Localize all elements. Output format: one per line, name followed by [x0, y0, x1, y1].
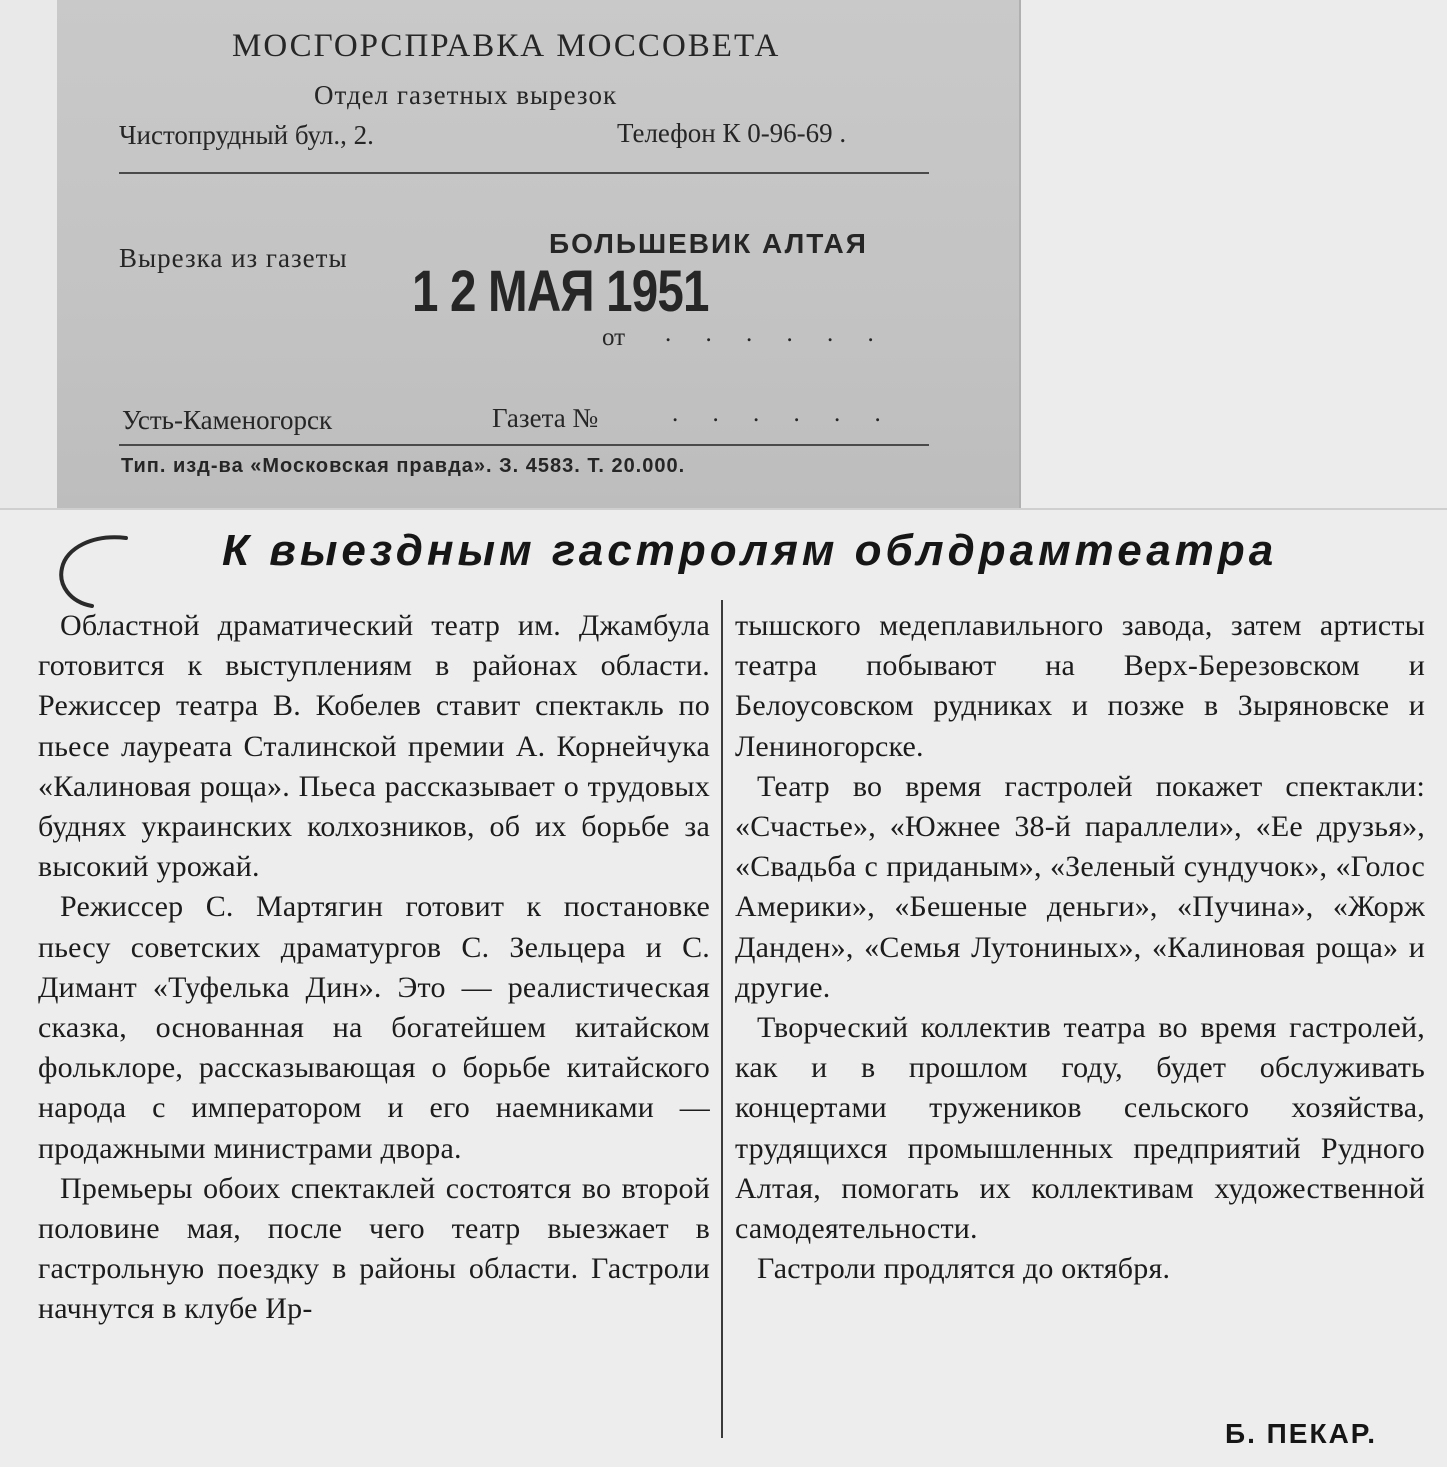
from-placeholder-dots: . . . . . . — [665, 320, 888, 347]
clipping-service-slip — [57, 0, 1021, 508]
paragraph: Театр во время гастролей покажет спектакли: «Счастье», «Южнее 38-й параллели», «Ее друзья», «Свадьба с приданым», «Зеленый сундучок», «Голос Америки», «Бешеные деньги», «Пучина», «Жорж Данден», «Семья Лутониных», «Калиновая роща» и другие. — [735, 769, 1425, 1004]
organization-name: МОСГОРСПРАВКА МОССОВЕТА — [232, 28, 781, 64]
issue-placeholder-dots: . . . . . . — [672, 400, 895, 427]
right-column — [735, 606, 1425, 1289]
newspaper-article — [0, 508, 1447, 1467]
paragraph: Творческий коллектив театра во время гастролей, как и в прошлом году, будет обслуживать концертами тружеников сельского хозяйства, трудящихся промышленных предприятий Рудного Алтая, помогать их коллективам художественной самодеятельности. — [735, 1011, 1425, 1246]
phone-number: Телефон К 0-96-69 . — [617, 118, 847, 148]
from-label: от — [602, 324, 626, 351]
column-divider — [721, 600, 723, 1438]
paragraph: Премьеры обоих спектаклей состоятся во второй половине мая, после чего театр выезжает в гастрольную поездку в районы области. Гастроли начнутся в клубе Ир- — [38, 1171, 710, 1326]
printer-info: Тип. изд-ва «Московская правда». З. 4583. Т. 20.000. — [121, 455, 686, 477]
divider-line — [119, 444, 929, 446]
article-headline: К выездным гастролям облдрамтеатра — [222, 526, 1278, 575]
paragraph: тышского медеплавильного завода, затем артисты театра побывают на Верх-Березовском и Белоусовском рудниках и позже в Зыряновске и Лениногорске. — [735, 609, 1425, 763]
date-stamp: 1 2 МАЯ 1951 — [412, 259, 709, 324]
pencil-bracket-mark — [48, 530, 138, 608]
paragraph: Гастроли продлятся до октября. — [757, 1252, 1171, 1286]
divider-line — [119, 172, 929, 174]
issue-label: Газета № — [492, 403, 599, 433]
paragraph: Областной драматический театр им. Джамбула готовится к выступлениям в районах области. Режиссер театра В. Кобелев ставит спектакль по пьесе лауреата Сталинской премии А. Корнейчука «Калиновая роща». Пьеса рассказывает о трудовых буднях украинских колхозников, об их борьбе за высокий урожай. — [38, 609, 710, 884]
left-column — [38, 606, 710, 1330]
city-name: Усть-Каменогорск — [122, 405, 333, 435]
author-signature: Б. ПЕКАР. — [1225, 1418, 1378, 1449]
newspaper-name: БОЛЬШЕВИК АЛТАЯ — [549, 228, 868, 259]
paragraph: Режиссер С. Мартягин готовит к постановке пьесу советских драматургов С. Зельцера и С. Димант «Туфелька Дин». Это — реалистическая сказка, основанная на богатейшем китайском фольклоре, рассказывающая о борьбе китайского народа с императором и его наемниками — продажными министрами двора. — [38, 890, 710, 1165]
department-name: Отдел газетных вырезок — [314, 80, 618, 110]
clipping-from-label: Вырезка из газеты — [119, 243, 348, 273]
address: Чистопрудный бул., 2. — [119, 120, 374, 150]
background-strip — [1020, 0, 1447, 512]
